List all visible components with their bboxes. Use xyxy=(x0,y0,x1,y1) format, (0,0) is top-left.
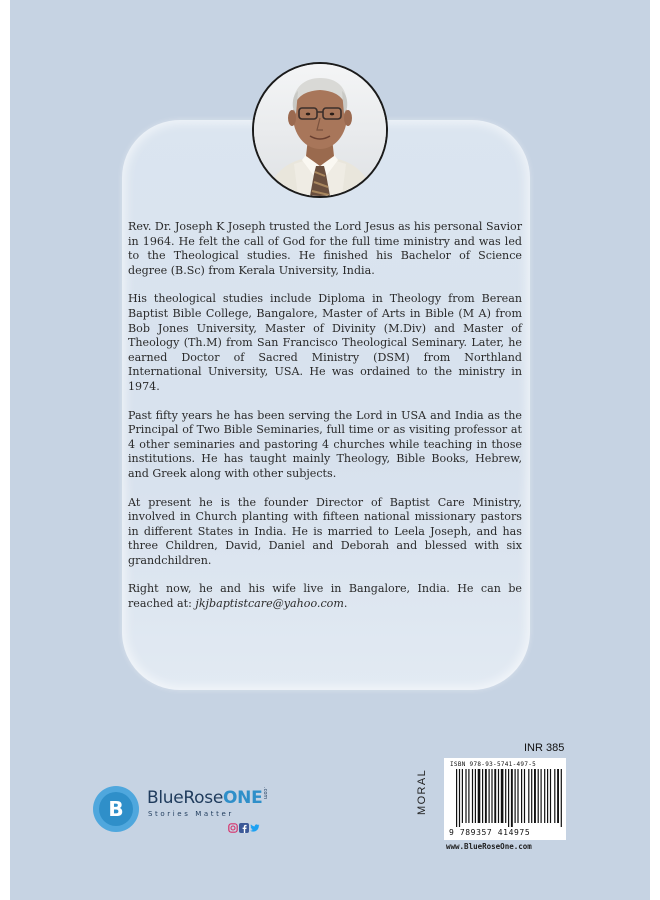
isbn-top-text: ISBN 978-93-5741-497-5 xyxy=(450,761,537,768)
publisher-domain-suffix: .com xyxy=(262,787,268,800)
publisher-tagline: Stories Matter xyxy=(148,810,234,818)
barcode-bar xyxy=(465,769,466,823)
author-bio xyxy=(128,220,522,612)
barcode-bar xyxy=(517,769,518,823)
barcode-bar xyxy=(521,769,522,823)
barcode-bars xyxy=(456,769,562,827)
barcode-bar xyxy=(478,769,481,823)
barcode-bar xyxy=(482,769,483,823)
barcode-bar xyxy=(531,769,532,823)
category-label: MORAL xyxy=(416,768,428,816)
barcode-bar xyxy=(472,769,473,823)
barcode-bar xyxy=(550,769,551,823)
barcode-bar xyxy=(528,769,529,823)
publisher-name-part2: ONE xyxy=(222,788,263,808)
bio-paragraph: His theological studies include Diploma in Theology from Berean Baptist Bible College, Bangalore, Master of Arts in Bible (M A) from Bob Jones University, Master of Divinity (M.Div) and Master of Theology (Th.M) from San Francisco Theological Seminary. Later, he earned Doctor of Sacred Ministry (DSM) from Northland International University, USA. He was ordained to the ministry in 1974. xyxy=(128,292,522,393)
barcode-bar xyxy=(511,769,513,827)
barcode-bar xyxy=(544,769,545,823)
barcode-bar xyxy=(494,769,496,823)
barcode-bar xyxy=(524,769,525,823)
barcode-bar xyxy=(554,769,555,823)
barcode-bar xyxy=(541,769,542,823)
barcode-bar xyxy=(456,769,457,827)
barcode-bar xyxy=(491,769,492,823)
barcode-bar xyxy=(501,769,504,823)
barcode-bar xyxy=(547,769,548,823)
barcode-bar xyxy=(505,769,506,823)
author-portrait xyxy=(252,62,388,198)
barcode-bar xyxy=(462,769,463,823)
price-label: INR 385 xyxy=(524,742,565,754)
author-email: jkjbaptistcare@yahoo.com xyxy=(195,597,344,611)
barcode-bar xyxy=(459,769,460,827)
twitter-icon xyxy=(250,818,260,828)
bio-paragraph: At present he is the founder Director of Baptist Care Ministry, involved in Church planting with fifteen national missionary pastors in different States in India. He is married to Leela Joseph, and has three Children, David, Daniel and Deborah and blessed with six grandchildren. xyxy=(128,495,522,567)
facebook-icon xyxy=(239,818,249,828)
barcode-bar xyxy=(468,769,469,823)
barcode-bar xyxy=(485,769,487,823)
bluerose-logo-icon xyxy=(92,785,140,833)
publisher-name-part1: BlueRose xyxy=(147,788,223,808)
publisher-name xyxy=(147,788,262,808)
bio-contact-paragraph xyxy=(128,582,522,611)
barcode-bar xyxy=(557,769,559,823)
bio-closing-text: Right now, he and his wife live in Bangalore, India. He can be reached at: xyxy=(128,582,522,611)
isbn-bottom-digits: 9 789357 414975 xyxy=(449,828,531,837)
barcode-bar xyxy=(508,769,509,827)
barcode-bar xyxy=(498,769,499,823)
bio-paragraph: Past fifty years he has been serving the Lord in USA and India as the Principal of Two Bible Seminaries, full time or as visiting professor at 4 other seminaries and pastoring 4 churches while teaching in those institutions. He has taught mainly Theology, Bible Books, Hebrew, and Greek along with other subjects. xyxy=(128,408,522,480)
barcode-bar xyxy=(561,769,562,827)
bio-closing-end: . xyxy=(343,597,348,611)
logo-letter: B xyxy=(108,797,124,821)
barcode-bar xyxy=(489,769,490,823)
barcode-bar xyxy=(475,769,476,823)
instagram-icon xyxy=(228,818,238,828)
barcode-bar xyxy=(534,769,536,823)
barcode-bar xyxy=(515,769,516,823)
social-icons xyxy=(228,818,260,828)
barcode-bar xyxy=(538,769,539,823)
bio-paragraph: Rev. Dr. Joseph K Joseph trusted the Lord Jesus as his personal Savior in 1964. He felt the call of God for the full time ministry and was led to the Theological studies. He finished his Bachelor of Science degree (B.Sc) from Kerala University, India. xyxy=(128,220,523,277)
publisher-website: www.BlueRoseOne.com xyxy=(446,842,532,851)
